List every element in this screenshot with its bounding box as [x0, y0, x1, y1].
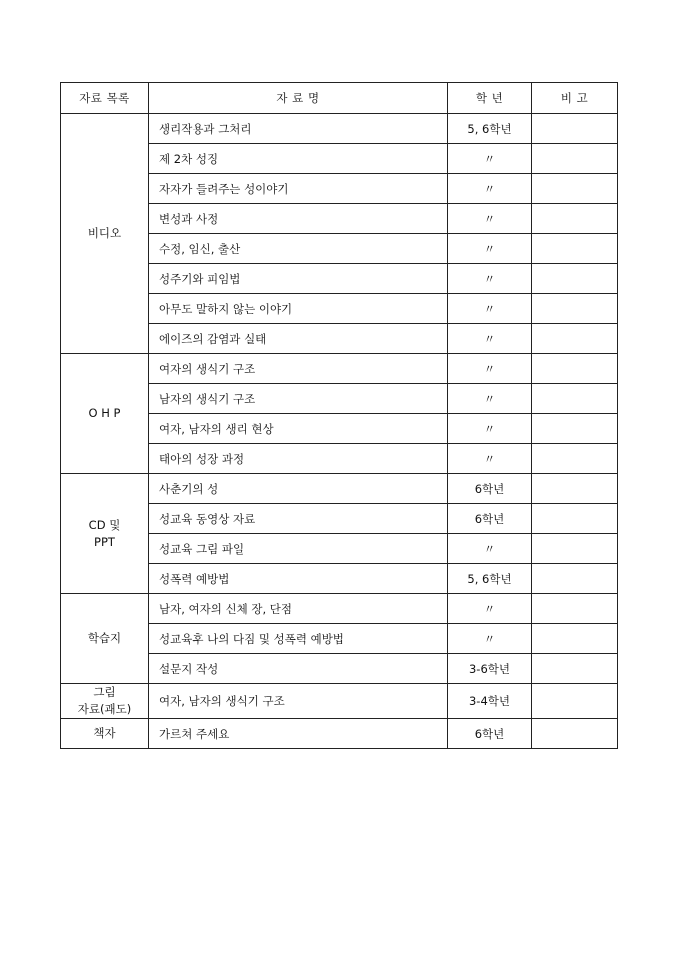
material-note: [532, 174, 618, 204]
material-note: [532, 534, 618, 564]
material-grade: 3-6학년: [448, 654, 532, 684]
material-name: 성폭력 예방법: [149, 564, 448, 594]
material-note: [532, 324, 618, 354]
table-row: [61, 684, 618, 719]
material-note: [532, 719, 618, 749]
material-grade: 5, 6학년: [448, 114, 532, 144]
material-note: [532, 504, 618, 534]
material-name: 수정, 임신, 출산: [149, 234, 448, 264]
material-grade: 〃: [448, 414, 532, 444]
category-video: 비디오: [61, 114, 149, 354]
material-note: [532, 384, 618, 414]
material-grade: 〃: [448, 384, 532, 414]
table-header-row: [61, 83, 618, 114]
category-line: 자료(괘도): [77, 702, 132, 716]
material-name: 성교육 동영상 자료: [149, 504, 448, 534]
material-note: [532, 234, 618, 264]
material-name: 아무도 말하지 않는 이야기: [149, 294, 448, 324]
material-grade: 〃: [448, 204, 532, 234]
material-note: [532, 684, 618, 719]
table-row: [61, 594, 618, 624]
material-name: 사춘기의 성: [149, 474, 448, 504]
table-row: [61, 354, 618, 384]
material-name: 성교육후 나의 다짐 및 성폭력 예방법: [149, 624, 448, 654]
material-grade: 6학년: [448, 719, 532, 749]
material-note: [532, 114, 618, 144]
material-name: 가르쳐 주세요: [149, 719, 448, 749]
material-grade: 〃: [448, 444, 532, 474]
material-name: 생리작용과 그처리: [149, 114, 448, 144]
material-note: [532, 474, 618, 504]
material-name: 여자, 남자의 생리 현상: [149, 414, 448, 444]
material-name: 여자, 남자의 생식기 구조: [149, 684, 448, 719]
material-note: [532, 564, 618, 594]
material-grade: 〃: [448, 294, 532, 324]
category-line: PPT: [94, 534, 115, 549]
category-ohp: O H P: [61, 354, 149, 474]
material-grade: 〃: [448, 594, 532, 624]
category-line: 그림: [93, 685, 116, 699]
category-worksheet: 학습지: [61, 594, 149, 684]
material-grade: 〃: [448, 174, 532, 204]
material-grade: 〃: [448, 234, 532, 264]
material-grade: 〃: [448, 534, 532, 564]
material-name: 남자, 여자의 신체 장, 단점: [149, 594, 448, 624]
header-category: 자료 목록: [61, 83, 149, 114]
material-name: 자자가 들려주는 성이야기: [149, 174, 448, 204]
material-note: [532, 264, 618, 294]
material-name: 제 2차 성징: [149, 144, 448, 174]
material-grade: 〃: [448, 264, 532, 294]
material-note: [532, 204, 618, 234]
material-name: 여자의 생식기 구조: [149, 354, 448, 384]
material-name: 변성과 사정: [149, 204, 448, 234]
category-cd-ppt: [61, 474, 149, 594]
material-note: [532, 144, 618, 174]
material-name: 설문지 작성: [149, 654, 448, 684]
material-grade: 5, 6학년: [448, 564, 532, 594]
material-grade: 6학년: [448, 504, 532, 534]
material-grade: 〃: [448, 144, 532, 174]
material-grade: 6학년: [448, 474, 532, 504]
material-note: [532, 654, 618, 684]
material-grade: 〃: [448, 324, 532, 354]
table-row: [61, 114, 618, 144]
table-row: [61, 719, 618, 749]
header-name: 자 료 명: [149, 83, 448, 114]
header-grade: 학 년: [448, 83, 532, 114]
material-name: 성교육 그림 파일: [149, 534, 448, 564]
material-name: 에이즈의 감염과 실태: [149, 324, 448, 354]
material-note: [532, 594, 618, 624]
material-note: [532, 414, 618, 444]
material-grade: 〃: [448, 354, 532, 384]
category-line: CD 및: [88, 517, 121, 532]
category-booklet: 책자: [61, 719, 149, 749]
table-row: [61, 474, 618, 504]
material-note: [532, 444, 618, 474]
material-name: 태아의 성장 과정: [149, 444, 448, 474]
material-note: [532, 294, 618, 324]
material-name: 남자의 생식기 구조: [149, 384, 448, 414]
header-note: 비 고: [532, 83, 618, 114]
category-picture-chart: [61, 684, 149, 719]
materials-table: [60, 82, 618, 749]
material-grade: 3-4학년: [448, 684, 532, 719]
material-grade: 〃: [448, 624, 532, 654]
material-note: [532, 354, 618, 384]
material-note: [532, 624, 618, 654]
material-name: 성주기와 피임법: [149, 264, 448, 294]
